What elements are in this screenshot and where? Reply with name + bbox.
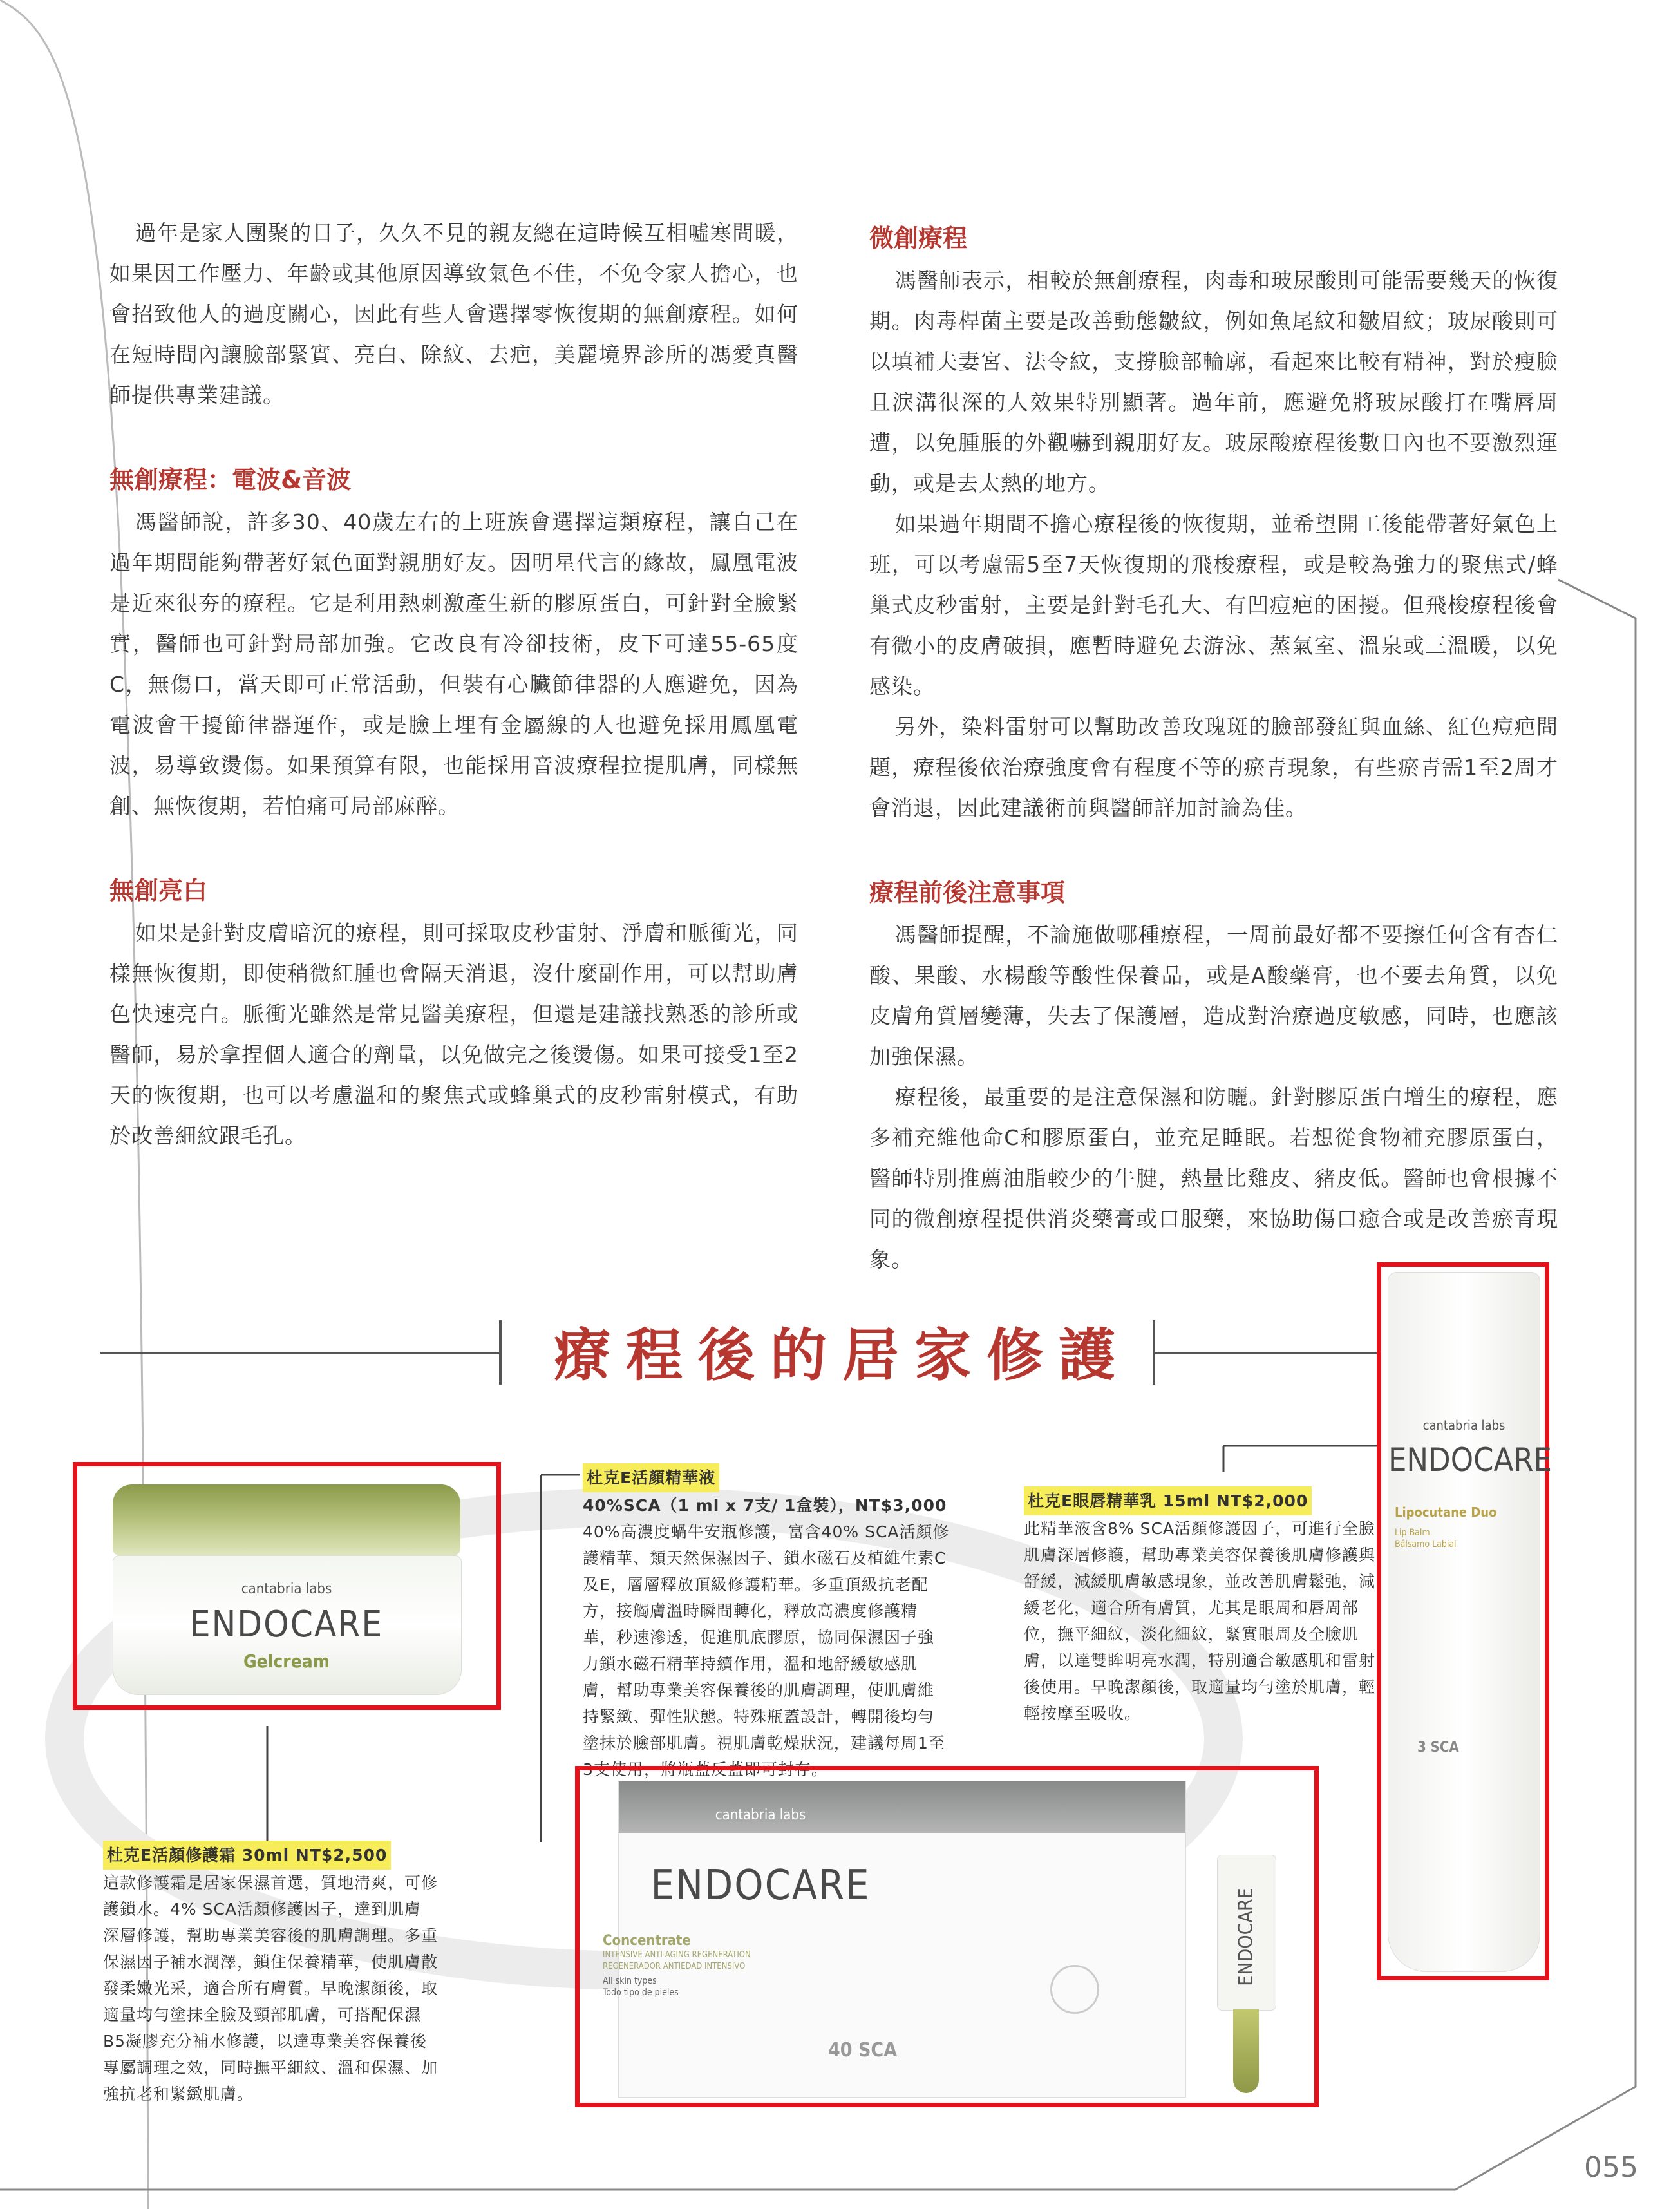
section-title-brightening: 無創亮白	[109, 877, 208, 905]
concentrate-desc-text: 40%高濃度蝸牛安瓶修護，富含40% SCA活顏修護精華、類天然保濕因子、鎖水磁石及植維生素C及E，層層釋放頂級修護精華。多重頂級抗老配方，接觸膚溫時瞬間轉化，釋放高濃度修護精華，秒速滲透，促進肌底膠原，協同保濕因子強力鎖水磁石精華持續作用，溫和地舒緩敏感肌膚，幫助專業美容保養後的肌膚調理，使肌膚維持緊緻、彈性狀態。特殊瓶蓋設計，轉開後均勻塗抹於臉部肌膚。視肌膚乾燥狀況，建議每周1至3支使用，將瓶蓋反蓋即可封存。	[583, 1522, 950, 1779]
gelcream-description	[103, 1841, 438, 2107]
section-body-mi-1: 馮醫師表示，相較於無創療程，肉毒和玻尿酸則可能需要幾天的恢復期。肉毒桿菌主要是改善動態皺紋，例如魚尾紋和皺眉紋；玻尿酸則可以填補夫妻宮、法令紋，支撐臉部輪廓，看起來比較有精神，對於瘦臉且淚溝很深的人效果特別顯著。過年前，應避免將玻尿酸打在嘴唇周遭，以免腫脹的外觀嚇到親朋好友。玻尿酸療程後數日內也不要激烈運動，或是去太熱的地方。	[869, 268, 1558, 496]
gelcream-brand: cantabria labs	[241, 1581, 332, 1597]
banner-title: 療程後的居家修護	[554, 1322, 1131, 1389]
lip-line2: Bálsamo Labial	[1395, 1539, 1457, 1550]
lip-brand: cantabria labs	[1422, 1417, 1505, 1433]
section-body-mi-3: 另外，染料雷射可以幫助改善玫瑰斑的臉部發紅與血絲、紅色痘疤問題，療程後依治療強度會有程度不等的瘀青現象，有些瘀青需1至2周才會消退，因此建議術前與醫師詳加討論為佳。	[869, 714, 1558, 820]
vial-image	[1217, 1855, 1275, 2100]
gelcream-price-label: 杜克E活顏修護霜 30ml NT$2,500	[103, 1841, 391, 1870]
vial-tip	[1233, 2009, 1259, 2093]
lip-price-label: 杜克E眼唇精華乳 15ml NT$2,000	[1024, 1486, 1312, 1515]
lip-description	[1024, 1486, 1378, 1727]
concentrate-line1: INTENSIVE ANTI-AGING REGENERATION	[603, 1950, 751, 1960]
gelcream-name: ENDOCARE	[189, 1604, 384, 1645]
lip-name: ENDOCARE	[1388, 1441, 1552, 1479]
vial-name: ENDOCARE	[1234, 1888, 1258, 1986]
gelcream-jar-image	[113, 1484, 460, 1694]
concentrate-sca: 40 SCA	[828, 2039, 898, 2062]
concentrate-spec: 40%SCA（1 ml x 7支/ 1盒裝），NT$3,000	[583, 1496, 947, 1515]
lip-line1: Lip Balm	[1395, 1528, 1430, 1538]
gelcream-desc-text: 這款修護霜是居家保濕首選，質地清爽，可修護鎖水。4% SCA活顏修護因子，達到肌膚深層修護，幫助專業美容後的肌膚調理。多重保濕因子補水潤澤，鎖住保養精華，使肌膚散發柔嫩光采，適合所有膚質。早晚潔顏後，取適量均勻塗抹全臉及頸部肌膚，可搭配保濕B5凝膠充分補水修護，以達專業美容保養後專屬調理之效，同時撫平細紋、溫和保濕、加強抗老和緊緻肌膚。	[103, 1873, 439, 2103]
lip-desc-text: 此精華液含8% SCA活顏修護因子，可進行全臉肌膚深層修護，幫助專業美容保養後肌膚修護與舒緩，減緩肌膚敏感現象，並改善肌膚鬆弛，減緩老化，適合所有膚質，尤其是眼周和唇周部位，撫平細紋，淡化細紋，緊實眼周及全臉肌膚，以達雙眸明亮水潤，特別適合敏感肌和雷射後使用。早晚潔顏後，取適量均勻塗於肌膚，輕輕按摩至吸收。	[1024, 1519, 1376, 1723]
gelcream-sub: Gelcream	[243, 1651, 330, 1672]
section-title-minimally-invasive: 微創療程	[869, 224, 968, 252]
concentrate-label: 杜克E活顏精華液	[583, 1463, 719, 1492]
concentrate-description	[583, 1463, 950, 1783]
concentrate-sub: Concentrate	[603, 1933, 691, 1949]
concentrate-name: ENDOCARE	[650, 1862, 871, 1910]
collagen-seal-icon	[1050, 1965, 1099, 2014]
page-number: 055	[1584, 2151, 1638, 2184]
concentrate-line2: REGENERADOR ANTIEDAD INTENSIVO	[603, 1962, 746, 1971]
lip-sca: 3 SCA	[1417, 1740, 1459, 1756]
lip-tube-image	[1388, 1272, 1552, 1972]
intro-paragraph: 過年是家人團聚的日子，久久不見的親友總在這時候互相噓寒問暖，如果因工作壓力、年齡或其他原因導致氣色不佳，不免令家人擔心，也會招致他人的過度關心，因此有些人會選擇零恢復期的無創療程。如何在短時間內讓臉部緊實、亮白、除紋、去疤，美麗境界診所的馮愛真醫師提供專業建議。	[109, 220, 798, 408]
concentrate-line4: Todo tipo de pieles	[603, 1987, 679, 1998]
section-body-brightening: 如果是針對皮膚暗沉的療程，則可採取皮秒雷射、淨膚和脈衝光，同樣無恢復期，即使稍微紅腫也會隔天消退，沒什麼副作用，可以幫助膚色快速亮白。脈衝光雖然是常見醫美療程，但還是建議找熟悉的診所或醫師，易於拿捏個人適合的劑量，以免做完之後燙傷。如果可接受1至2天的恢復期，也可以考慮溫和的聚焦式或蜂巢式的皮秒雷射模式，有助於改善細紋跟毛孔。	[109, 920, 798, 1148]
section-title-noninvasive: 無創療程：電波&音波	[109, 466, 352, 494]
section-body-noninvasive: 馮醫師說，許多30、40歲左右的上班族會選擇這類療程，讓自己在過年期間能夠帶著好氣色面對親朋好友。因明星代言的緣故，鳳凰電波是近來很夯的療程。它是利用熱刺激產生新的膠原蛋白，可針對全臉緊實，醫師也可針對局部加強。它改良有冷卻技術，皮下可達55-65度C，無傷口，當天即可正常活動，但裝有心臟節律器的人應避免，因為電波會干擾節律器運作，或是臉上埋有金屬線的人也避免採用鳳凰電波，易導致燙傷。如果預算有限，也能採用音波療程拉提肌膚，同樣無創、無恢復期，若怕痛可局部麻醉。	[109, 509, 798, 819]
lip-sub: Lipocutane Duo	[1395, 1504, 1497, 1520]
section-body-precautions-2: 療程後，最重要的是注意保濕和防曬。針對膠原蛋白增生的療程，應多補充維他命C和膠原蛋白，並充足睡眠。若想從食物補充膠原蛋白，醫師特別推薦油脂較少的牛腱，熱量比雞皮、豬皮低。醫師也會根據不同的微創療程提供消炎藥膏或口服藥，來協助傷口癒合或是改善瘀青現象。	[869, 1085, 1558, 1272]
section-title-precautions: 療程前後注意事項	[869, 878, 1066, 907]
section-body-mi-2: 如果過年期間不擔心療程後的恢復期，並希望開工後能帶著好氣色上班，可以考慮需5至7天恢復期的飛梭療程，或是較為強力的聚焦式/蜂巢式皮秒雷射，主要是針對毛孔大、有凹痘疤的困擾。但飛梭療程後會有微小的皮膚破損，應暫時避免去游泳、蒸氣室、溫泉或三溫暖，以免感染。	[869, 511, 1558, 699]
jar-lid	[113, 1484, 460, 1555]
concentrate-line3: All skin types	[603, 1976, 657, 1986]
section-body-precautions-1: 馮醫師提醒，不論施做哪種療程，一周前最好都不要擦任何含有杏仁酸、果酸、水楊酸等酸性保養品，或是A酸藥膏，也不要去角質，以免皮膚角質層變薄，失去了保護層，造成對治療過度敏感，同時，也應該加強保濕。	[869, 922, 1558, 1069]
concentrate-brand: cantabria labs	[715, 1807, 806, 1823]
concentrate-box-image	[603, 1781, 1186, 2098]
